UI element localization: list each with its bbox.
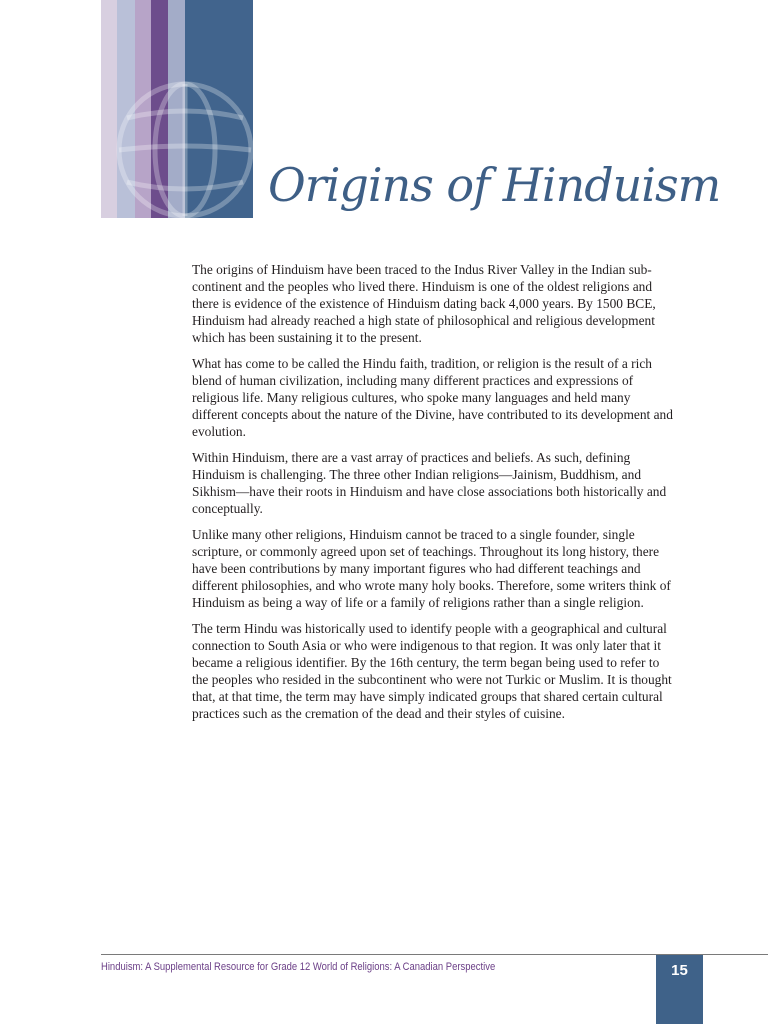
body-text bbox=[192, 261, 678, 731]
page-number: 15 bbox=[671, 962, 688, 979]
paragraph: What has come to be called the Hindu faith, tradition, or religion is the result of a rich blend of human civilization, including many different practices and expressions of religious life. Many religious cultures, who spoke many languages and held many different concepts about the nature of the Divine, have contributed to its development and evolution. bbox=[192, 356, 673, 439]
paragraph: Within Hinduism, there are a vast array of practices and beliefs. As such, defining Hinduism is challenging. The three other Indian religions—Jainism, Buddhism, and Sikhism—have their roots in Hinduism and have close associations both historically and conceptually. bbox=[192, 450, 667, 516]
footer-running-title: Hinduism: A Supplemental Resource for Grade 12 World of Religions: A Canadian Perspective bbox=[101, 961, 496, 973]
header-banner bbox=[101, 0, 253, 218]
paragraph: Unlike many other religions, Hinduism cannot be traced to a single founder, single scripture, or commonly agreed upon set of teachings. Throughout its long history, there have been contributions by many important figures who had different teachings and different philosophies, and who wrote many holy books. Therefore, some writers think of Hinduism as being a way of life or a family of religions rather than a single religion. bbox=[192, 527, 671, 610]
paragraph: The term Hindu was historically used to identify people with a geographical and cultural connection to South Asia or who were indigenous to that region. It was only later that it became a religious identifier. By the 16th century, the term began being used to refer to the peoples who resided in the subcontinent who were not Turkic or Muslim. It is thought that, at that time, the term may have simply indicated groups that shared certain cultural practices such as the cremation of the dead and their styles of cuisine. bbox=[192, 621, 672, 721]
page-title: Origins of Hinduism bbox=[268, 158, 721, 212]
page-number-box bbox=[656, 955, 703, 1024]
paragraph: The origins of Hinduism have been traced to the Indus River Valley in the Indian sub-continent and the peoples who lived there. Hinduism is one of the oldest religions and there is evidence of the existence of Hinduism dating back 4,000 years. By 1500 BCE, Hinduism had already reached a high state of philosophical and religious development which has been sustaining it to the present. bbox=[192, 262, 656, 345]
globe-icon bbox=[101, 0, 253, 218]
